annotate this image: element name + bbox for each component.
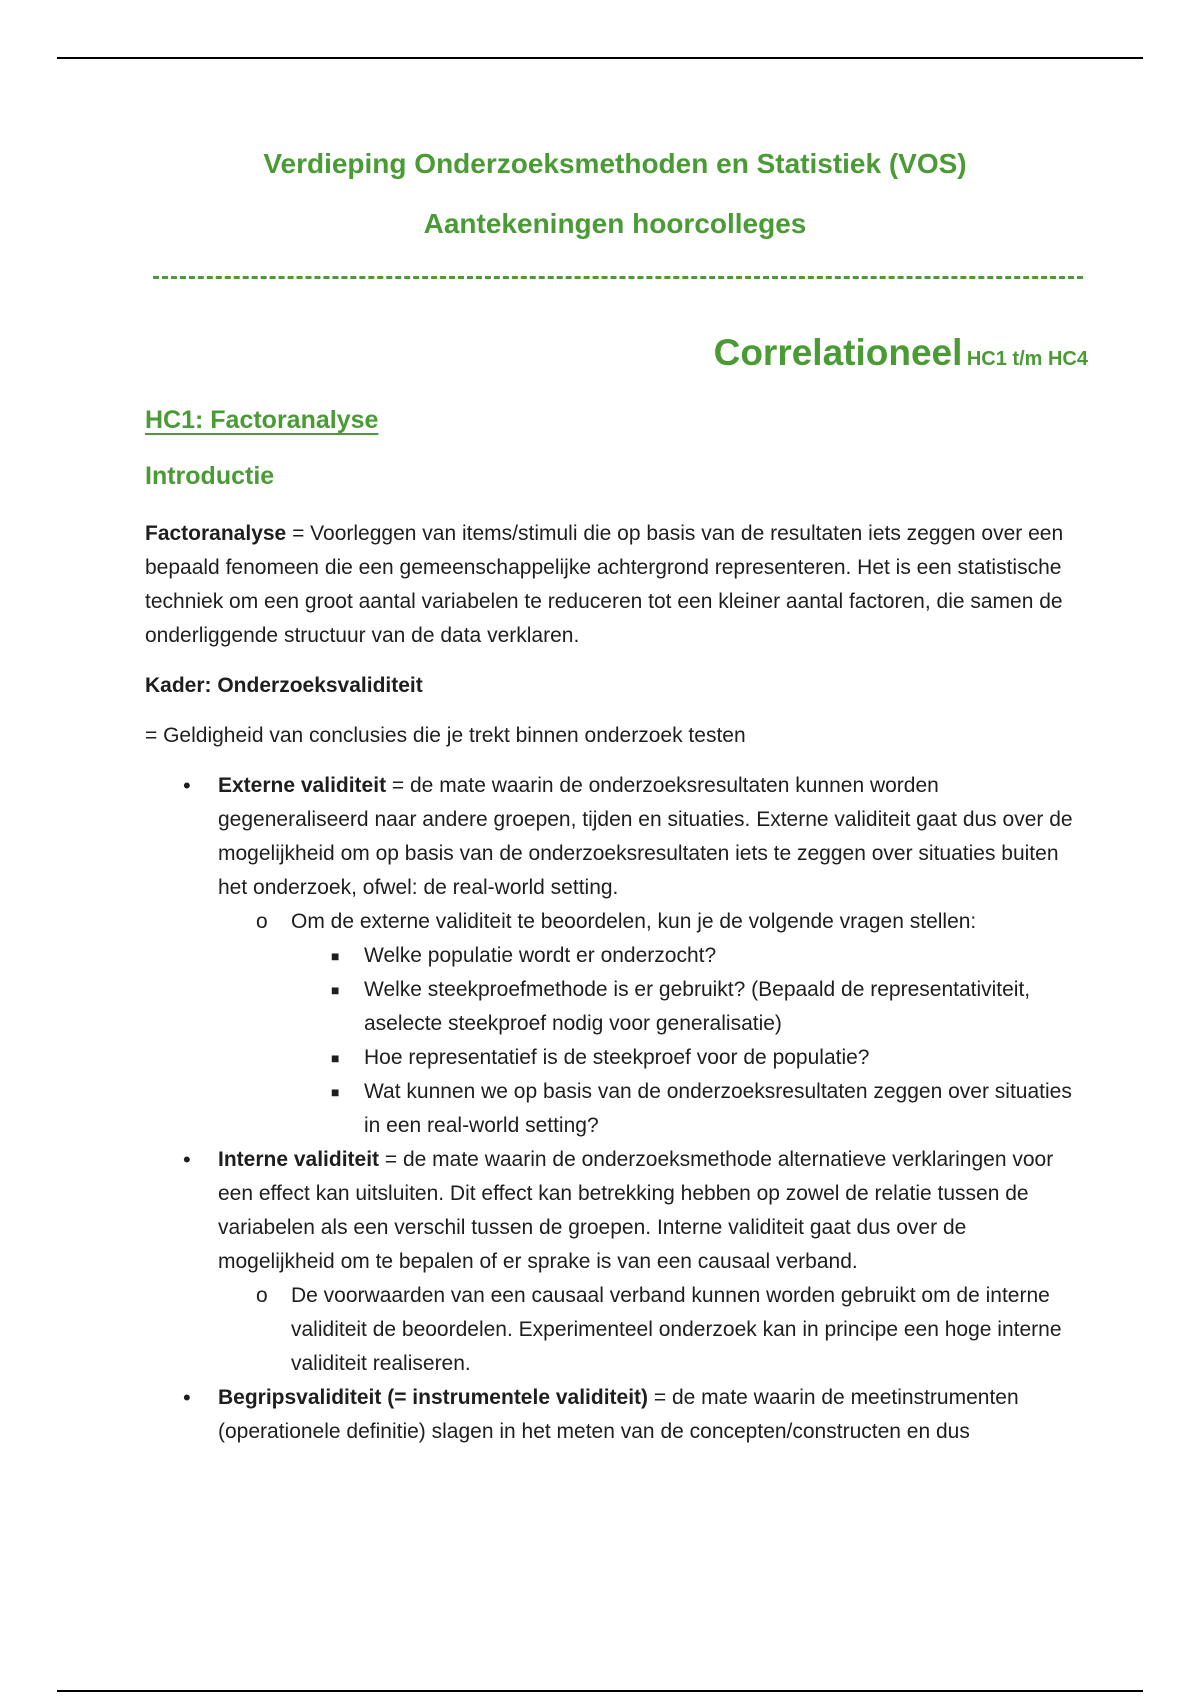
paragraph-factoranalyse — [145, 517, 1085, 653]
square-bullet-icon: ■ — [331, 982, 340, 998]
definition-factoranalyse: = Voorleggen van items/stimuli die op basis van de resultaten iets zeggen over een bepaald fenomeen die een gemeenschappelijke achtergrond representeren. Het is een statistische techniek om een groot aantal variabelen te reduceren tot een kleiner aantal factoren, die samen de onderliggende structuur van de data verklaren. — [145, 522, 1064, 647]
list-item-begripsvaliditeit — [145, 1381, 1085, 1449]
document-body — [145, 517, 1085, 1449]
text-interne-validiteit: = de mate waarin de onderzoeksmethode alternatieve verklaringen voor een effect kan uitsluiten. Dit effect kan betrekking hebben op zowel de relatie tussen de variabelen als een verschil tussen de groepen. Interne validiteit gaat dus over de mogelijkheid om te bepalen of er sprake is van een causaal verband. — [218, 1148, 1054, 1273]
term-externe-validiteit: Externe validiteit — [218, 774, 387, 797]
list-item-question — [291, 973, 1085, 1041]
list-item-externe-validiteit — [145, 769, 1085, 1143]
section-title — [714, 332, 1088, 374]
list-item-question — [291, 1041, 1085, 1075]
question-text: Hoe representatief is de steekproef voor de populatie? — [364, 1046, 870, 1069]
bullet-icon: • — [183, 1147, 191, 1172]
text-externe-validiteit: = de mate waarin de onderzoeksresultaten kunnen worden gegeneraliseerd naar andere groepen, tijden en situaties. Externe validiteit gaat dus over de mogelijkheid om op basis van de onderzoeksresultaten iets te zeggen over situaties buiten het onderzoek, ofwel: de real-world setting. — [218, 774, 1073, 899]
section-title-main: Correlationeel — [713, 332, 963, 373]
dashed-divider — [153, 276, 1083, 279]
text-interne-voorwaarden: De voorwaarden van een causaal verband kunnen worden gebruikt om de interne validiteit de beoordelen. Experimenteel onderzoek kan in principe een hoge interne validiteit realiseren. — [291, 1284, 1062, 1375]
term-begripsvaliditeit: Begripsvaliditeit (= instrumentele validiteit) — [218, 1386, 649, 1409]
document-title: Verdieping Onderzoeksmethoden en Statistiek (VOS) — [263, 148, 967, 179]
list-item-interne-voorwaarden — [218, 1279, 1085, 1381]
bullet-icon: • — [183, 1385, 191, 1410]
question-text: Wat kunnen we op basis van de onderzoeksresultaten zeggen over situaties in een real-world setting? — [364, 1080, 1072, 1137]
question-text: Welke populatie wordt er onderzocht? — [364, 944, 717, 967]
top-rule — [57, 57, 1143, 59]
square-bullet-icon: ■ — [331, 1050, 340, 1066]
square-bullet-icon: ■ — [331, 948, 340, 964]
term-factoranalyse: Factoranalyse — [145, 522, 287, 545]
kader-definition: = Geldigheid van conclusies die je trekt binnen onderzoek testen — [145, 724, 746, 747]
list-item-externe-beoordelen — [218, 905, 1085, 1143]
bullet-icon: • — [183, 773, 191, 798]
question-list — [291, 939, 1085, 1143]
heading-hc1: HC1: Factoranalyse — [145, 406, 379, 434]
validity-list — [145, 769, 1085, 1449]
square-bullet-icon: ■ — [331, 1084, 340, 1100]
document-subtitle: Aantekeningen hoorcolleges — [423, 208, 807, 239]
sublist-interne — [218, 1279, 1085, 1381]
section-title-range: HC1 t/m HC4 — [966, 348, 1088, 370]
term-interne-validiteit: Interne validiteit — [218, 1148, 380, 1171]
bottom-rule — [57, 1690, 1143, 1692]
circle-bullet-icon: o — [256, 910, 268, 933]
circle-bullet-icon: o — [256, 1284, 268, 1307]
heading-kader: Kader: Onderzoeksvaliditeit — [145, 674, 423, 697]
sublist-externe — [218, 905, 1085, 1143]
heading-introductie: Introductie — [145, 462, 275, 490]
list-item-question — [291, 1075, 1085, 1143]
text-externe-beoordelen: Om de externe validiteit te beoordelen, kun je de volgende vragen stellen: — [291, 910, 977, 933]
question-text: Welke steekproefmethode is er gebruikt? (Bepaald de representativiteit, aselecte steekproef nodig voor generalisatie) — [364, 978, 1031, 1035]
list-item-interne-validiteit — [145, 1143, 1085, 1381]
list-item-question — [291, 939, 1085, 973]
text-begripsvaliditeit: = de mate waarin de meetinstrumenten (operationele definitie) slagen in het meten van de concepten/constructen en dus — [218, 1386, 1019, 1443]
